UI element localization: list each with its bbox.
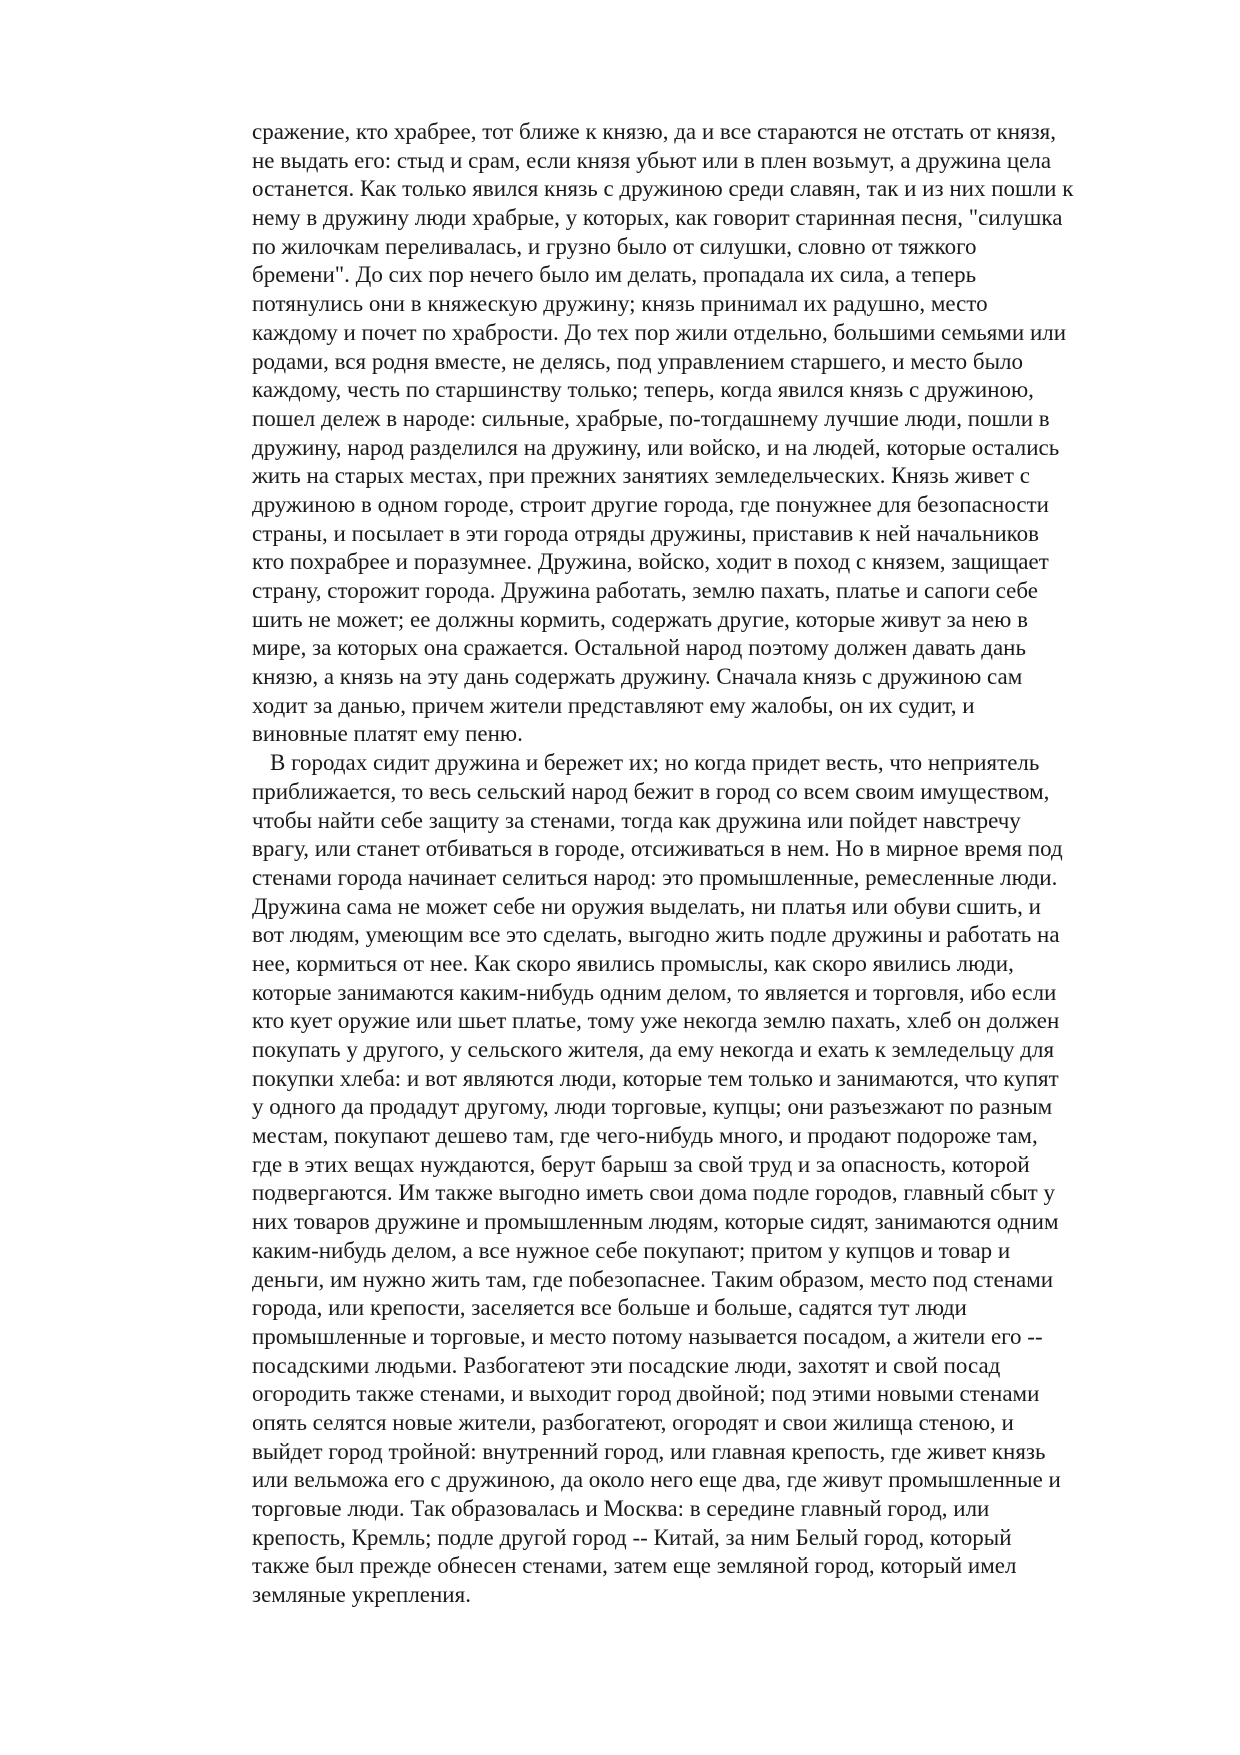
text-line: приближается, то весь сельский народ бежит в город со всем своим имуществом, — [252, 778, 1050, 804]
text-line: страну, сторожит города. Дружина работать, землю пахать, платье и сапоги себе — [252, 578, 1038, 603]
text-line: у одного да продадут другому, люди торговые, купцы; они разъезжают по разным — [252, 1094, 1053, 1120]
text-line: крепость, Кремль; подле другой город -- Китай, за ним Белый город, который — [252, 1524, 1012, 1550]
text-line: дружиною в одном городе, строит другие города, где понужнее для безопасности — [252, 491, 1049, 517]
text-line: опять селятся новые жители, разбогатеют, огородят и свои жилища стеною, и — [252, 1409, 1014, 1435]
text-line: жить на старых местах, при прежних занятиях земледельческих. Князь живет с — [252, 463, 1030, 489]
text-line: торговые люди. Так образовалась и Москва: в середине главный город, или — [252, 1496, 990, 1521]
text-line: или вельможа его с дружиною, да около него еще два, где живут промышленные и — [252, 1467, 1061, 1493]
text-line: промышленные и торговые, и место потому называется посадом, а жители его -- — [252, 1323, 1043, 1349]
text-line: посадскими людьми. Разбогатеют эти посадские люди, захотят и свой посад — [252, 1352, 1001, 1378]
text-line: останется. Как только явился князь с дружиною среди славян, так и из них пошли к — [252, 176, 1074, 202]
text-line: каждому, честь по старшинству только; теперь, когда явился князь с дружиною, — [252, 377, 1034, 403]
text-line: также был прежде обнесен стенами, затем еще земляной город, который имел — [252, 1553, 1017, 1579]
text-line: огородить также стенами, и выходит город двойной; под этими новыми стенами — [252, 1381, 1040, 1407]
text-line: пошел дележ в народе: сильные, храбрые, по-тогдашнему лучшие люди, пошли в — [252, 405, 1050, 431]
text-line: каждому и почет по храбрости. До тех пор жили отдельно, большими семьями или — [252, 319, 1067, 345]
text-line: них товаров дружине и промышленным людям, которые сидят, занимаются одним — [252, 1209, 1059, 1235]
text-line: князю, а князь на эту дань содержать дружину. Сначала князь с дружиною сам — [252, 664, 1023, 690]
text-line: сражение, кто храбрее, тот ближе к князю, да и все стараются не отстать от князя, — [252, 119, 1057, 144]
text-line: потянулись они в княжескую дружину; князь принимал их радушно, место — [252, 291, 988, 317]
text-line: не выдать его: стыд и срам, если князя убьют или в плен возьмут, а дружина цела — [252, 147, 1052, 173]
text-line: по жилочкам переливалась, и грузно было от силушки, словно от тяжкого — [252, 233, 977, 259]
text-line: нее, кормиться от нее. Как скоро явились промыслы, как скоро явились люди, — [252, 950, 1014, 976]
text-line: нему в дружину люди храбрые, у которых, как говорит старинная песня, "силушка — [252, 205, 1063, 231]
text-line: вот людям, умеющим все это сделать, выгодно жить подле дружины и работать на — [252, 922, 1060, 948]
text-line: бремени". До сих пор нечего было им делать, пропадала их сила, а теперь — [252, 262, 977, 288]
text-line: кто кует оружие или шьет платье, тому уже некогда землю пахать, хлеб он должен — [252, 1008, 1060, 1034]
text-line: которые занимаются каким-нибудь одним делом, то является и торговля, ибо если — [252, 979, 1057, 1005]
text-line: ходит за данью, причем жители представляют ему жалобы, он их судит, и — [252, 692, 975, 718]
text-line: деньги, им нужно жить там, где побезопаснее. Таким образом, место под стенами — [252, 1266, 1054, 1292]
text-line: чтобы найти себе защиту за стенами, тогда как дружина или пойдет навстречу — [252, 807, 1021, 833]
text-line: местам, покупают дешево там, где чего-нибудь много, и продают подороже там, — [252, 1123, 1038, 1149]
text-line: Дружина сама не может себе ни оружия выделать, ни платья или обуви сшить, и — [252, 893, 1041, 919]
text-line: шить не может; ее должны кормить, содержать другие, которые живут за нею в — [252, 606, 1028, 632]
text-line: каким-нибудь делом, а все нужное себе покупают; притом у купцов и товар и — [252, 1237, 1011, 1263]
text-line: родами, вся родня вместе, не делясь, под управлением старшего, и место было — [252, 348, 1024, 374]
text-line: земляные укрепления. — [252, 1582, 471, 1608]
text-line: стенами города начинает селиться народ: это промышленные, ремесленные люди. — [252, 864, 1058, 890]
paragraph-1 — [252, 118, 1152, 749]
text-line: кто похрабрее и поразумнее. Дружина, войско, ходит в поход с князем, защищает — [252, 549, 1049, 575]
text-line: города, или крепости, заселяется все больше и больше, садятся тут люди — [252, 1295, 967, 1321]
text-line: подвергаются. Им также выгодно иметь свои дома подле городов, главный сбыт у — [252, 1180, 1055, 1206]
document-page — [252, 118, 1152, 1610]
text-line: врагу, или станет отбиваться в городе, отсиживаться в нем. Но в мирное время под — [252, 836, 1063, 862]
text-line: дружину, народ разделился на дружину, или войско, и на людей, которые остались — [252, 434, 1060, 460]
text-line: покупки хлеба: и вот являются люди, которые тем только и занимаются, что купят — [252, 1065, 1059, 1091]
text-line: выйдет город тройной: внутренний город, или главная крепость, где живет князь — [252, 1438, 1046, 1464]
text-line: виновные платят ему пеню. — [252, 721, 523, 747]
text-line: покупать у другого, у сельского жителя, да ему некогда и ехать к земледельцу для — [252, 1037, 1055, 1062]
text-line: мире, за которых она сражается. Остальной народ поэтому должен давать дань — [252, 635, 1026, 661]
text-line: страны, и посылает в эти города отряды дружины, приставив к ней начальников — [252, 520, 1039, 546]
text-line: В городах сидит дружина и бережет их; но когда придет весть, что неприятель — [270, 750, 1040, 776]
paragraph-2 — [252, 749, 1152, 1610]
text-line: где в этих вещах нуждаются, берут барыш за свой труд и за опасность, которой — [252, 1151, 1030, 1177]
